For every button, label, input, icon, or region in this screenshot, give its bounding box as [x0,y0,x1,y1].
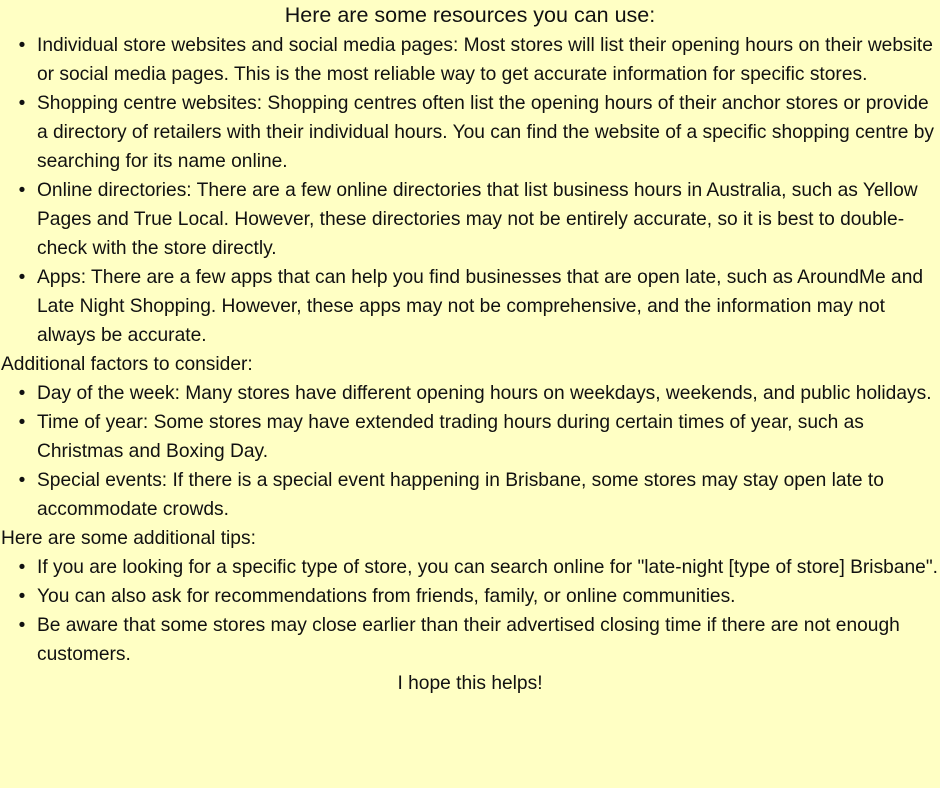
list-item [0,31,940,89]
bullet-icon: • [18,557,26,578]
factors-list [0,379,940,524]
list-item-text: Day of the week: Many stores have different opening hours on weekdays, weekends, and public holidays. [37,383,932,404]
tips-list [0,553,940,669]
bullet-icon: • [18,586,26,607]
list-item-text: Individual store websites and social media pages: Most stores will list their opening hours on their website or social media pages. This is the most reliable way to get accurate information for specific stores. [37,35,933,85]
list-item-text: Time of year: Some stores may have extended trading hours during certain times of year, such as Christmas and Boxing Day. [37,412,864,462]
bullet-icon: • [18,267,26,288]
list-item-text: You can also ask for recommendations from friends, family, or online communities. [37,586,736,607]
list-item-text: Apps: There are a few apps that can help you find businesses that are open late, such as AroundMe and Late Night Shopping. However, these apps may not be comprehensive, and the information may not always be accurate. [37,267,924,346]
bullet-icon: • [18,383,26,404]
bullet-icon: • [18,35,26,56]
bullet-icon: • [18,93,26,114]
list-item [0,176,940,263]
bullet-icon: • [18,615,26,636]
list-item-text: Be aware that some stores may close earlier than their advertised closing time if there are not enough customers. [37,615,900,665]
list-item [0,466,940,524]
resources-list [0,31,940,350]
list-item-text: Special events: If there is a special event happening in Brisbane, some stores may stay open late to accommodate crowds. [37,470,884,520]
bullet-icon: • [18,180,26,201]
closing-text: I hope this helps! [397,673,543,694]
bullet-icon: • [18,412,26,433]
list-item [0,89,940,176]
list-item-text: Shopping centre websites: Shopping centres often list the opening hours of their anchor stores or provide a directory of retailers with their individual hours. You can find the website of a specific shopping centre by searching for its name online. [37,93,934,172]
tips-heading: Here are some additional tips: [1,528,256,549]
list-item [0,553,940,582]
factors-heading: Additional factors to consider: [1,354,253,375]
list-item-text: If you are looking for a specific type of store, you can search online for "late-night [type of store] Brisbane". [37,557,938,578]
list-item [0,263,940,350]
bullet-icon: • [18,470,26,491]
list-item [0,582,940,611]
page-title: Here are some resources you can use: [284,3,656,27]
list-item-text: Online directories: There are a few online directories that list business hours in Australia, such as Yellow Pages and True Local. However, these directories may not be entirely accurate, so it is best to double-check with the store directly. [37,180,918,259]
list-item [0,408,940,466]
list-item [0,379,940,408]
list-item [0,611,940,669]
